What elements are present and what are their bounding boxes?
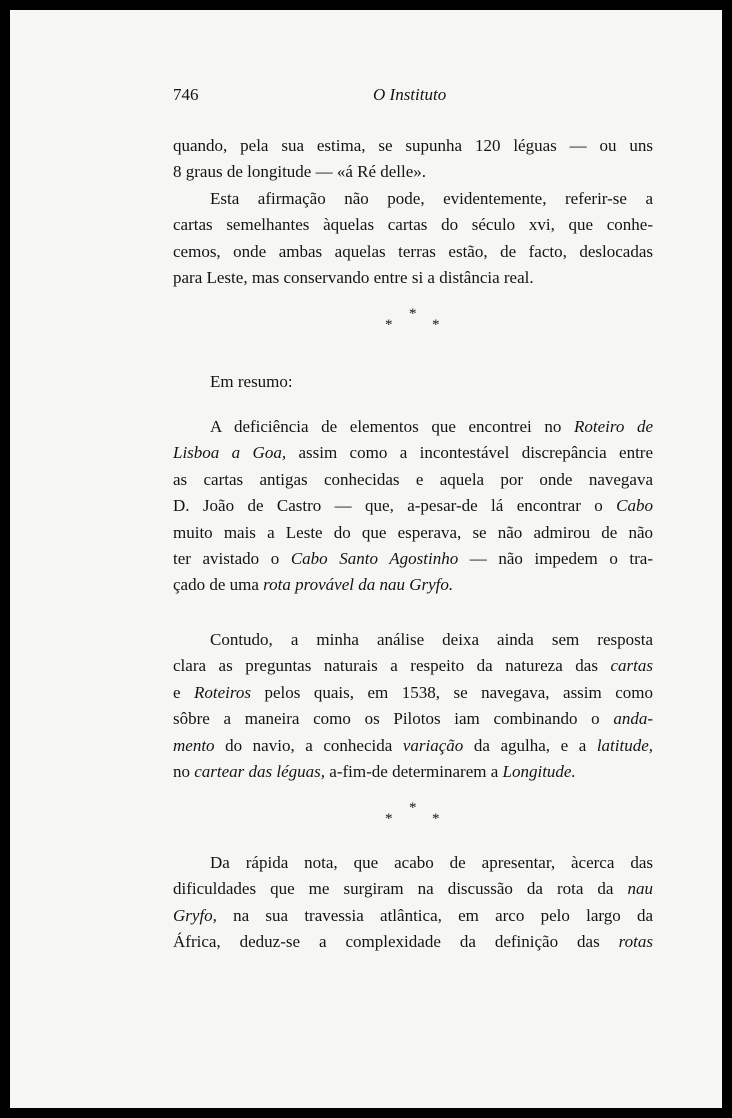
- page-header: [173, 82, 653, 108]
- text-line: Contudo, a minha análise deixa ainda sem resposta: [210, 630, 653, 649]
- paragraph-contudo: [173, 627, 653, 785]
- text-line: çado de uma rota provável da nau Gryfo.: [173, 575, 454, 595]
- text-line: para Leste, mas conservando entre si a distância real.: [173, 268, 534, 288]
- text-line: Da rápida nota, que acabo de apresentar, àcerca das: [210, 853, 653, 872]
- section-asterism: [378, 307, 448, 347]
- text-line: clara as preguntas naturais a respeito da natureza das cartas: [173, 656, 653, 676]
- text-line: e Roteiros pelos quais, em 1538, se navegava, assim como: [173, 682, 653, 702]
- text-line: Esta afirmação não pode, evidentemente, referir-se a: [210, 189, 653, 208]
- summary-heading: Em resumo:: [210, 372, 293, 391]
- page-number: 746: [173, 85, 199, 104]
- text-line: quando, pela sua estima, se supunha 120 léguas — ou uns: [173, 136, 653, 155]
- running-title: O Instituto: [373, 85, 447, 104]
- paragraph-estima: [173, 133, 653, 186]
- paragraph-rapida-nota: [173, 850, 653, 956]
- asterism-star: *: [432, 811, 440, 827]
- text-line: dificuldades que me surgiram na discussão da rota da nau: [173, 879, 653, 899]
- asterism-star: *: [409, 800, 417, 816]
- asterism-star: *: [385, 317, 393, 333]
- text-line: mento do navio, a conhecida variação da agulha, e a latitude,: [173, 735, 654, 755]
- text-line: A deficiência de elementos que encontrei no Roteiro de: [210, 417, 654, 436]
- asterism-star: *: [432, 317, 440, 333]
- text-line: sôbre a maneira como os Pilotos iam combinando o anda-: [173, 709, 653, 729]
- text-line: África, deduz-se a complexidade da definição das rotas: [173, 932, 653, 952]
- text-line: muito mais a Leste do que esperava, se não admirou de não: [173, 522, 653, 542]
- asterism-star: *: [409, 306, 417, 322]
- text-line: D. João de Castro — que, a-pesar-de lá encontrar o Cabo: [173, 496, 653, 516]
- text-line: Gryfo, na sua travessia atlântica, em arco pelo largo da: [173, 905, 653, 925]
- asterism-star: *: [385, 811, 393, 827]
- text-line: cartas semelhantes àquelas cartas do século xvi, que conhe-: [173, 215, 653, 235]
- text-line: Lisboa a Goa, assim como a incontestável discrepância entre: [173, 443, 653, 463]
- section-asterism: [378, 801, 448, 841]
- text-line: no cartear das léguas, a-fim-de determinarem a Longitude.: [173, 761, 576, 781]
- text-line: cemos, onde ambas aquelas terras estão, de facto, deslocadas: [173, 241, 653, 261]
- text-line: 8 graus de longitude — «á Ré delle».: [173, 162, 427, 182]
- paragraph-afirmacao: [173, 186, 653, 292]
- text-line: ter avistado o Cabo Santo Agostinho — não impedem o tra-: [173, 548, 653, 568]
- paragraph-resumo: [173, 414, 653, 599]
- book-page: [10, 10, 722, 1108]
- text-line: as cartas antigas conhecidas e aquela por onde navegava: [173, 469, 653, 489]
